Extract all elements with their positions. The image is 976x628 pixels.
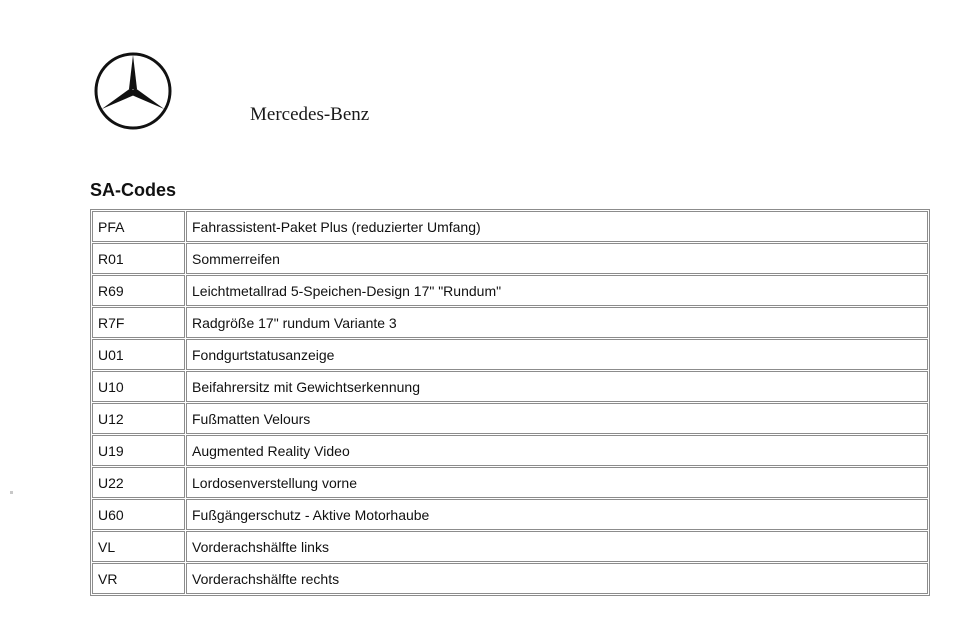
description-cell: Fahrassistent-Paket Plus (reduzierter Umfang) (186, 211, 928, 242)
table-row (92, 275, 928, 306)
code-cell: R69 (92, 275, 185, 306)
table-row (92, 403, 928, 434)
table-row (92, 339, 928, 370)
code-cell: U10 (92, 371, 185, 402)
table-row (92, 211, 928, 242)
description-cell: Fußmatten Velours (186, 403, 928, 434)
code-cell: VR (92, 563, 185, 594)
code-cell: VL (92, 531, 185, 562)
description-cell: Beifahrersitz mit Gewichtserkennung (186, 371, 928, 402)
description-cell: Radgröße 17" rundum Variante 3 (186, 307, 928, 338)
description-cell: Lordosenverstellung vorne (186, 467, 928, 498)
description-cell: Fondgurtstatusanzeige (186, 339, 928, 370)
table-row (92, 467, 928, 498)
table-row (92, 435, 928, 466)
description-cell: Augmented Reality Video (186, 435, 928, 466)
code-cell: U01 (92, 339, 185, 370)
description-cell: Leichtmetallrad 5-Speichen-Design 17" "Rundum" (186, 275, 928, 306)
table-row (92, 243, 928, 274)
stray-dot (10, 491, 13, 494)
code-cell: R7F (92, 307, 185, 338)
description-cell: Fußgängerschutz - Aktive Motorhaube (186, 499, 928, 530)
sa-codes-table (90, 209, 930, 596)
code-cell: R01 (92, 243, 185, 274)
table-row (92, 307, 928, 338)
code-cell: U60 (92, 499, 185, 530)
table-row (92, 563, 928, 594)
code-cell: U12 (92, 403, 185, 434)
description-cell: Sommerreifen (186, 243, 928, 274)
code-cell: PFA (92, 211, 185, 242)
section-title: SA-Codes (90, 180, 177, 200)
description-cell: Vorderachshälfte links (186, 531, 928, 562)
brand-name: Mercedes-Benz (250, 104, 370, 125)
code-cell: U19 (92, 435, 185, 466)
code-cell: U22 (92, 467, 185, 498)
mercedes-star-icon (93, 51, 173, 131)
table-row (92, 531, 928, 562)
table-row (92, 499, 928, 530)
table-row (92, 371, 928, 402)
description-cell: Vorderachshälfte rechts (186, 563, 928, 594)
